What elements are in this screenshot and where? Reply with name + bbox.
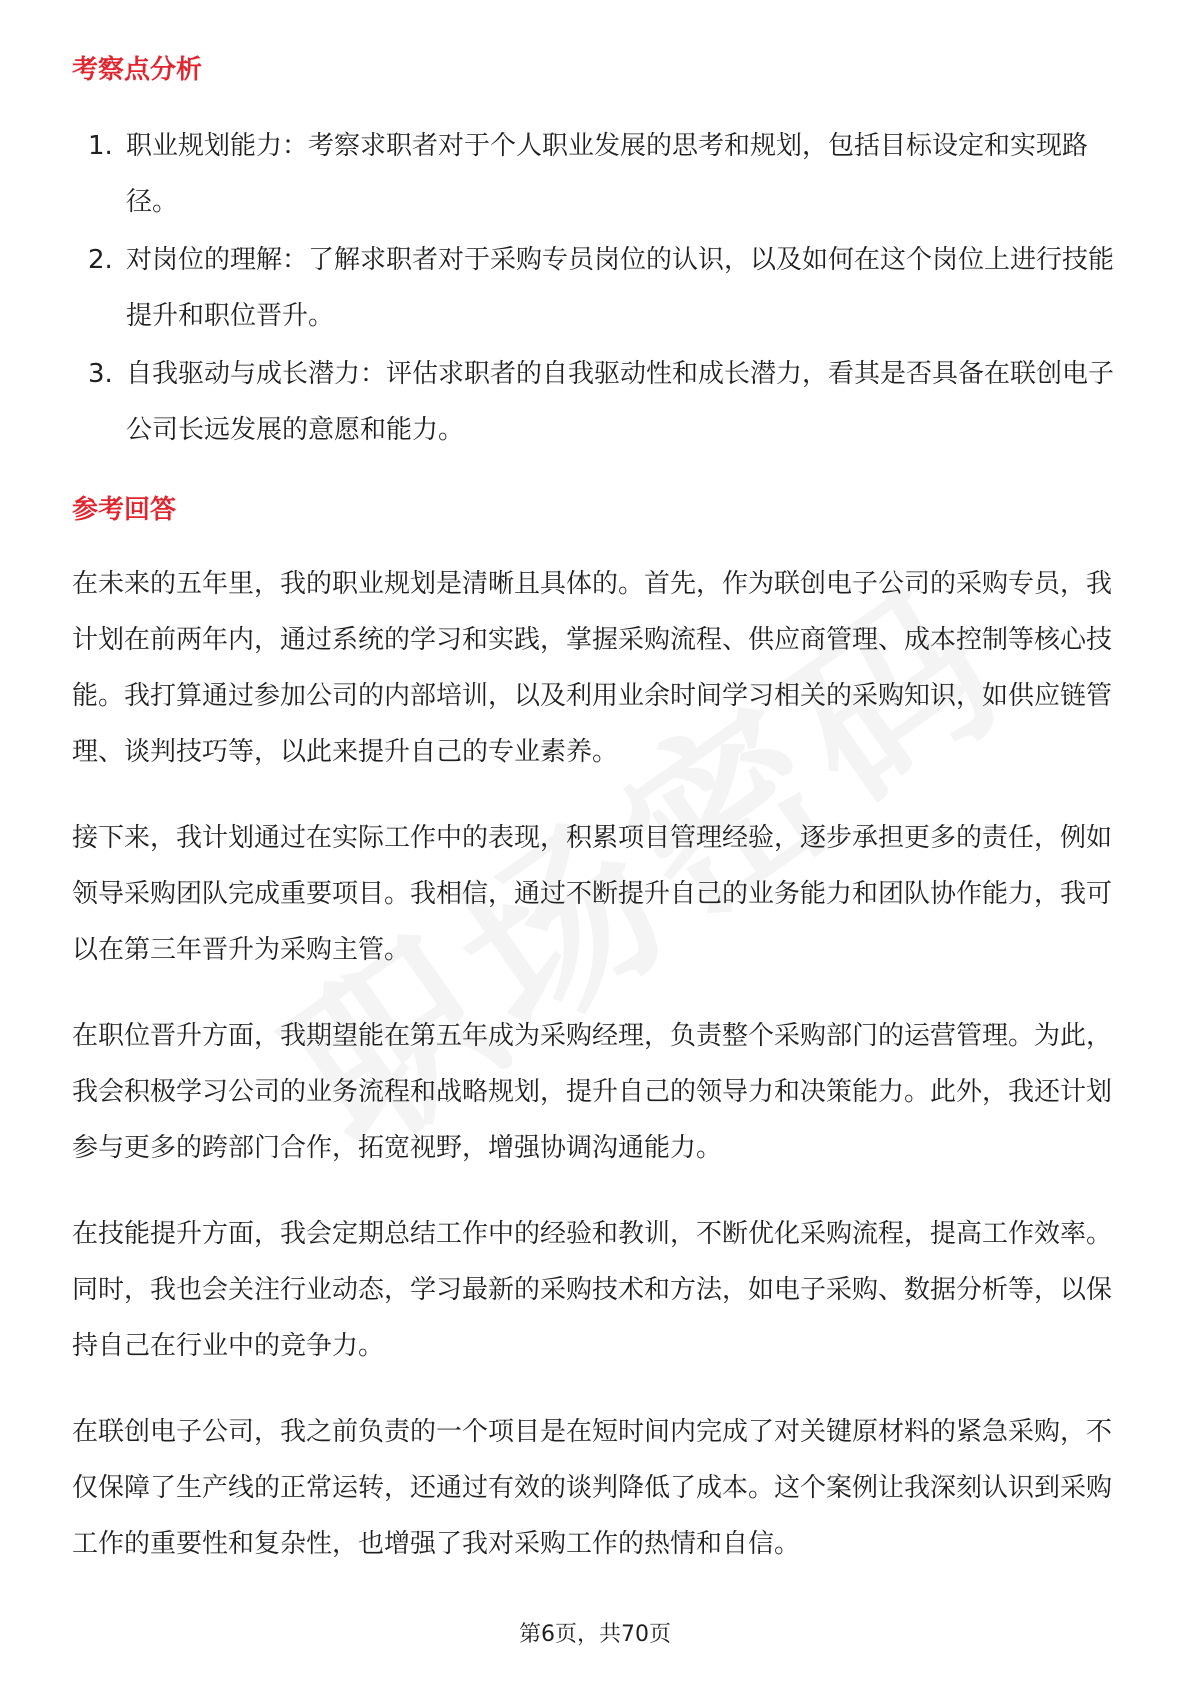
answer-paragraph: 接下来，我计划通过在实际工作中的表现，积累项目管理经验，逐步承担更多的责任，例如领导采购团队完成重要项目。我相信，通过不断提升自己的业务能力和团队协作能力，我可以在第三年晋升为采购主管。 — [72, 823, 1113, 965]
list-item — [72, 118, 1122, 230]
answer-paragraph: 在技能提升方面，我会定期总结工作中的经验和教训，不断优化采购流程，提高工作效率。同时，我也会关注行业动态，学习最新的采购技术和方法，如电子采购、数据分析等，以保持自己在行业中的竞争力。 — [72, 1219, 1113, 1361]
analysis-list — [72, 118, 1122, 460]
list-item-number: 1. — [88, 131, 113, 161]
answer-paragraph: 在职位晋升方面，我期望能在第五年成为采购经理，负责整个采购部门的运营管理。为此，我会积极学习公司的业务流程和战略规划，提升自己的领导力和决策能力。此外，我还计划参与更多的跨部门合作，拓宽视野，增强协调沟通能力。 — [72, 1021, 1113, 1163]
list-item-text: 职业规划能力：考察求职者对于个人职业发展的思考和规划，包括目标设定和实现路径。 — [126, 131, 1089, 217]
section-title-answer: 参考回答 — [72, 495, 177, 525]
list-item-number: 2. — [88, 245, 113, 275]
answer-paragraph: 在未来的五年里，我的职业规划是清晰且具体的。首先，作为联创电子公司的采购专员，我计划在前两年内，通过系统的学习和实践，掌握采购流程、供应商管理、成本控制等核心技能。我打算通过参加公司的内部培训，以及利用业余时间学习相关的采购知识，如供应链管理、谈判技巧等，以此来提升自己的专业素养。 — [72, 569, 1113, 767]
list-item — [72, 346, 1122, 458]
list-item-text: 自我驱动与成长潜力：评估求职者的自我驱动性和成长潜力，看其是否具备在联创电子公司长远发展的意愿和能力。 — [126, 359, 1115, 445]
list-item — [72, 232, 1122, 344]
list-item-number: 3. — [88, 359, 113, 389]
list-item-text: 对岗位的理解：了解求职者对于采购专员岗位的认识，以及如何在这个岗位上进行技能提升和职位晋升。 — [126, 245, 1115, 331]
page-number: 第6页，共70页 — [519, 1622, 671, 1647]
section-title-analysis: 考察点分析 — [72, 55, 203, 85]
answer-body — [72, 556, 1122, 1602]
answer-paragraph: 在联创电子公司，我之前负责的一个项目是在短时间内完成了对关键原材料的紧急采购，不仅保障了生产线的正常运转，还通过有效的谈判降低了成本。这个案例让我深刻认识到采购工作的重要性和复杂性，也增强了我对采购工作的热情和自信。 — [72, 1417, 1113, 1559]
